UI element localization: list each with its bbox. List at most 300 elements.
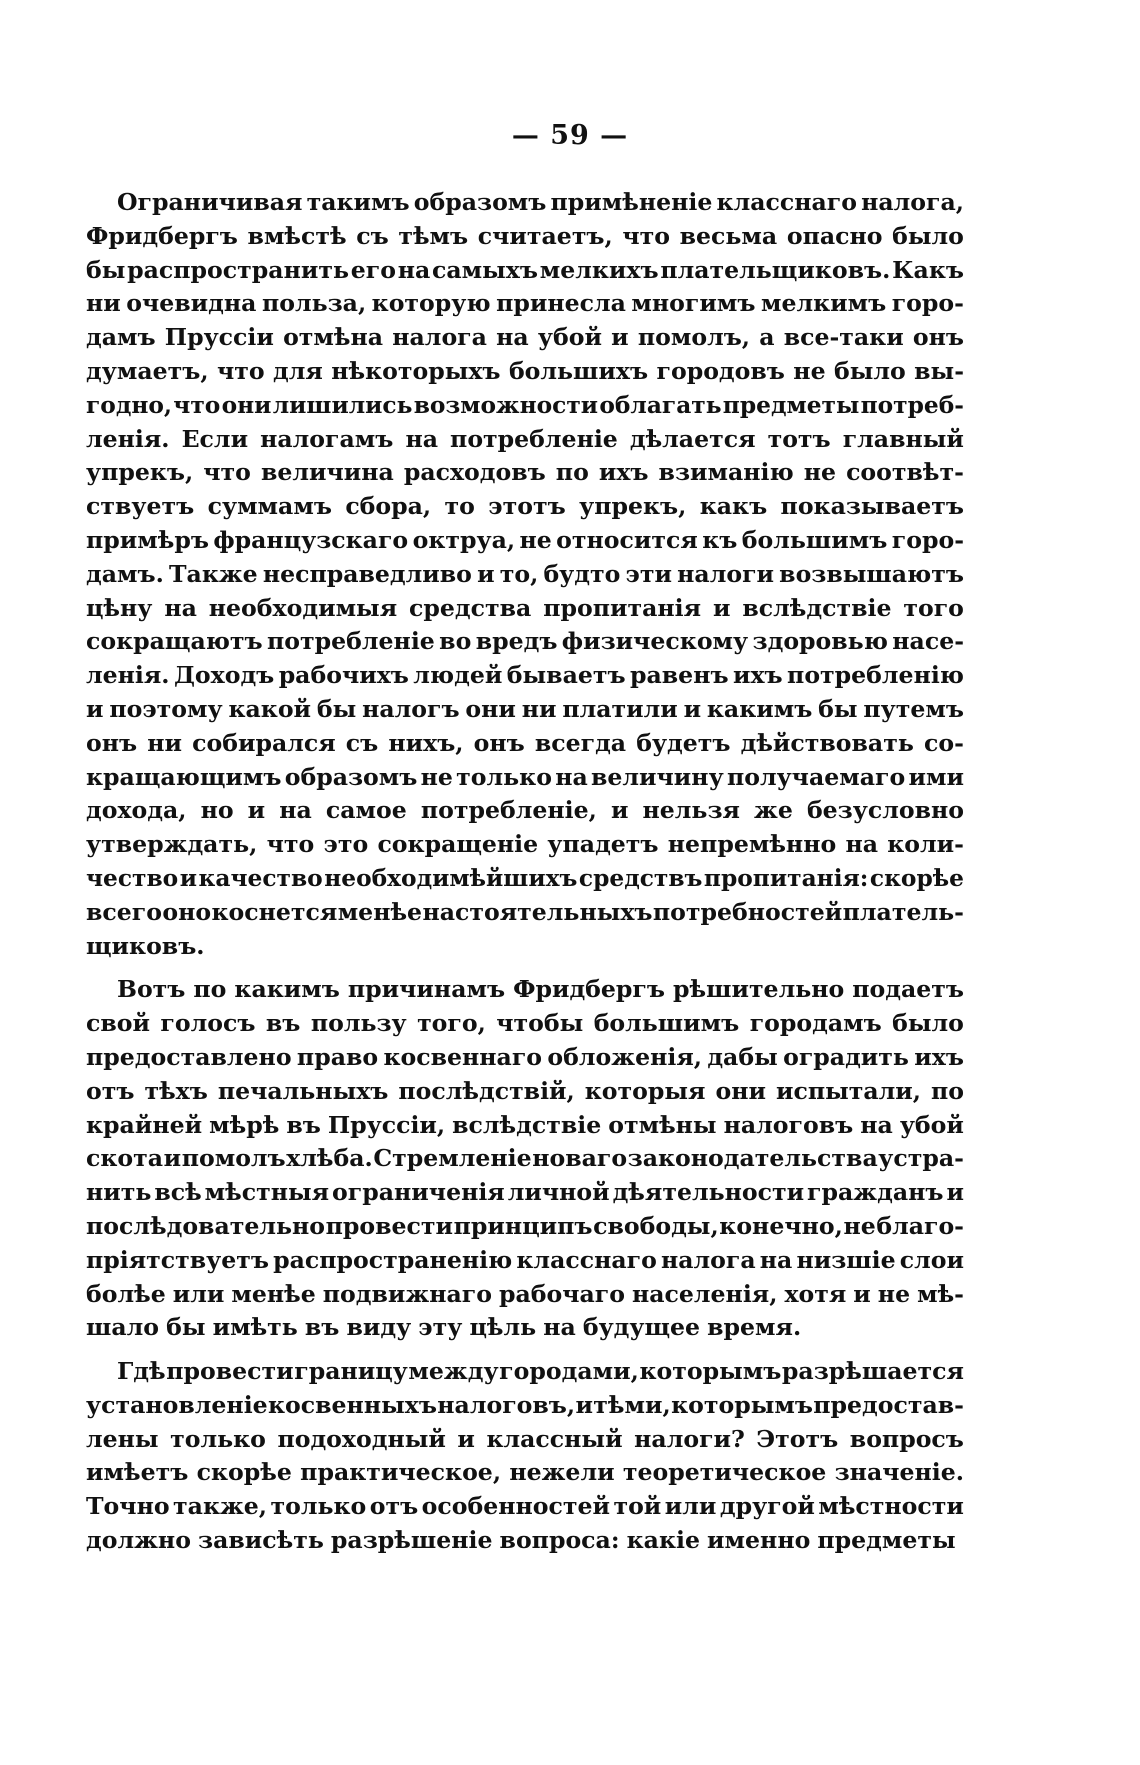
word: и (946, 1178, 964, 1207)
text-line (86, 1041, 964, 1075)
word: непремѣнно (667, 830, 837, 859)
word: границу (294, 1357, 408, 1386)
word: платили (562, 694, 678, 723)
word: весьма (679, 221, 778, 250)
word: ихъ (598, 458, 649, 487)
word: скорѣе (196, 1458, 292, 1487)
word: въ (304, 1313, 340, 1342)
word: средства (409, 593, 532, 622)
text-line (86, 592, 964, 626)
word: и (853, 1279, 871, 1308)
word: вслѣдствіе (452, 1110, 602, 1139)
word: Вотъ (117, 975, 186, 1004)
word: Гдѣ (117, 1357, 166, 1386)
word: налоговъ, (437, 1390, 576, 1419)
word: онъ (912, 323, 964, 352)
word: средствъ (578, 864, 703, 892)
paragraph-gap (86, 1345, 964, 1355)
word: Фридбергъ (86, 221, 238, 250)
text-line (86, 1176, 964, 1210)
word: относится (556, 525, 698, 554)
word: рѣшительно (673, 975, 845, 1004)
word: и (611, 323, 629, 352)
word: также, (173, 1492, 268, 1521)
word: людей (413, 661, 503, 690)
word: большимъ (593, 1009, 740, 1038)
text-line (86, 355, 964, 389)
word: съ (345, 728, 379, 757)
word: Точно (86, 1492, 170, 1521)
text-line (86, 524, 964, 558)
word: главный (842, 424, 964, 453)
word: дамъ (86, 323, 156, 352)
word: но (200, 796, 234, 825)
word: распространить (127, 255, 349, 284)
word: пропитанія: (703, 864, 869, 892)
word: въ (286, 1110, 321, 1139)
text-line (86, 186, 964, 220)
word: вредъ (475, 627, 558, 656)
word: на (397, 255, 431, 284)
body-text (86, 186, 964, 1558)
word: потреб- (860, 391, 964, 419)
word: вопросъ (849, 1424, 964, 1453)
word: качество (198, 864, 323, 892)
word: класснаго (716, 188, 857, 216)
word: сокращеніе (377, 830, 539, 859)
word: и (477, 559, 495, 588)
word: возвышаютъ (779, 559, 964, 588)
word: многимъ (631, 289, 756, 318)
word: классный (486, 1424, 623, 1453)
word: именно (707, 1526, 811, 1555)
text-line (86, 862, 964, 896)
word: право (296, 1042, 379, 1071)
word: Пруссіи, (327, 1110, 446, 1139)
word: сбора, (345, 492, 432, 521)
word: шало (86, 1313, 160, 1342)
word: на (555, 762, 588, 791)
word: рабочаго (498, 1279, 625, 1308)
text-line (86, 490, 964, 524)
word: и (86, 694, 104, 723)
word: помолъ (181, 1144, 286, 1173)
word: то (444, 492, 475, 521)
word: здоровью (752, 627, 888, 656)
word: законодательства (627, 1144, 878, 1173)
word: подвижнаго (322, 1279, 492, 1308)
word: на (845, 830, 879, 859)
word: городовъ (656, 356, 785, 385)
word: послѣдствій, (398, 1076, 575, 1105)
word: ограниченія (332, 1178, 505, 1207)
word: только (456, 762, 552, 791)
word: кращающимъ (86, 762, 282, 791)
word: коснется (211, 897, 338, 926)
word: которыя (584, 1076, 706, 1105)
word: того, (417, 1009, 486, 1038)
word: безусловно (806, 796, 964, 825)
word: Фридбергъ (513, 975, 665, 1004)
word: бываетъ (506, 661, 626, 690)
word: разрѣшается (781, 1357, 964, 1386)
word: что (173, 391, 221, 419)
word: класснаго (516, 1245, 657, 1274)
word: на (543, 1313, 576, 1342)
word: дѣлается (629, 424, 756, 453)
word: ни (147, 728, 182, 757)
text-line (86, 321, 964, 355)
text-line (86, 558, 964, 592)
text-line (86, 423, 964, 457)
word: какимъ (706, 694, 813, 723)
word: нить (86, 1178, 152, 1207)
word: пропитанія (543, 593, 702, 622)
word: отъ (369, 1492, 419, 1521)
word: Также (168, 559, 258, 588)
word: Стремленіе (373, 1144, 532, 1173)
word: на (860, 1110, 893, 1139)
word: вопроса: (499, 1526, 620, 1555)
word: отмѣна (283, 323, 384, 352)
word: показываетъ (780, 492, 964, 521)
word: рабочихъ (278, 661, 409, 690)
text-line (86, 389, 964, 423)
word: гражданъ (807, 1178, 944, 1207)
word: благо- (876, 1211, 964, 1240)
text-line (86, 1311, 964, 1345)
word: ихъ (914, 1042, 964, 1071)
word: свой (86, 1009, 150, 1038)
word: величину (591, 762, 724, 791)
word: имѣть (212, 1313, 298, 1342)
word: между (408, 1357, 499, 1386)
word: теоретическое (622, 1458, 827, 1487)
word: для (273, 356, 323, 385)
word: подаетъ (852, 975, 964, 1004)
word: хлѣба. (286, 1144, 373, 1173)
word: принесла (496, 289, 626, 318)
word: имѣетъ (86, 1458, 189, 1487)
word: нихъ, (388, 728, 464, 757)
word: менѣе (337, 897, 423, 926)
word: цѣль (469, 1313, 537, 1342)
word: они (221, 391, 272, 419)
word: время. (707, 1313, 802, 1342)
word: налогъ (362, 694, 460, 723)
word: упрекъ, (86, 458, 194, 487)
text-line (86, 973, 964, 1007)
word: необходимѣйшихъ (324, 864, 578, 892)
word: виду (346, 1313, 412, 1342)
word: коли- (887, 830, 964, 859)
word: налога (392, 323, 487, 352)
word: считаетъ, (477, 221, 613, 250)
text-line (86, 659, 964, 693)
word: все-таки (783, 323, 904, 352)
word: горо- (891, 525, 964, 554)
word: путемъ (863, 694, 964, 723)
word: убой (537, 323, 602, 352)
word: голосъ (160, 1009, 256, 1038)
text-line (86, 254, 964, 288)
word: они (465, 694, 516, 723)
word: провести (325, 1211, 454, 1240)
word: значеніе. (834, 1458, 964, 1487)
word: потребленіе (450, 424, 618, 453)
word: помолъ, (637, 323, 751, 352)
page-number: — 59 — (511, 120, 629, 151)
word: не (420, 762, 453, 791)
word: мѣрѣ (209, 1110, 280, 1139)
word: болѣе (86, 1279, 166, 1308)
word: самое (325, 796, 407, 825)
text-line (86, 1109, 964, 1143)
text-line (86, 220, 964, 254)
word: всѣ (154, 1178, 202, 1207)
word: чтобы (496, 1009, 584, 1038)
word: соотвѣт- (846, 458, 964, 487)
word: предметы (817, 1526, 956, 1555)
word: налоговъ (723, 1110, 854, 1139)
word: того (903, 593, 964, 622)
text-line (86, 1423, 964, 1457)
word: вмѣстѣ (247, 221, 347, 250)
word: вы- (914, 356, 964, 385)
word: что (266, 830, 315, 859)
word: величина (260, 458, 394, 487)
word: нельзя (642, 796, 740, 825)
word: ленія. (86, 424, 170, 453)
word: скорѣе (869, 864, 964, 892)
word: хотя (784, 1279, 847, 1308)
word: французскаго (213, 525, 409, 554)
word: какъ (699, 492, 768, 521)
word: налоги? (634, 1424, 745, 1453)
word: что (203, 458, 251, 487)
word: упрекъ, (579, 492, 687, 521)
word: же (754, 796, 793, 825)
word: платель- (842, 897, 964, 926)
word: ленія. (86, 661, 170, 690)
word: большихъ (508, 356, 649, 385)
text-line (86, 456, 964, 490)
word: такимъ (306, 188, 410, 216)
word: собирался (192, 728, 336, 757)
text-line (86, 761, 964, 795)
word: большимъ (741, 525, 888, 554)
word: тѣмъ (398, 221, 469, 250)
text-line (86, 1278, 964, 1312)
word: годно, (86, 391, 173, 419)
word: городами, (499, 1357, 639, 1386)
word: къ (702, 525, 738, 554)
word: сокращаютъ (86, 627, 263, 656)
word: суммамъ (207, 492, 332, 521)
word: бы (316, 694, 357, 723)
word: отмѣны (608, 1110, 717, 1139)
word: причинамъ (347, 975, 506, 1004)
word: зависѣть (198, 1526, 324, 1555)
word: ихъ (732, 661, 783, 690)
text-line (86, 693, 964, 727)
word: примѣненіе (550, 188, 713, 216)
word: польза, (261, 289, 367, 318)
word: его (350, 255, 396, 284)
word: новаго (532, 1144, 628, 1173)
word: было (833, 356, 906, 385)
word: тотъ (767, 424, 831, 453)
word: по (930, 1076, 964, 1105)
word: утверждать, (86, 830, 258, 859)
word: на (496, 323, 529, 352)
word: получаемаго (726, 762, 906, 791)
word: будущее (582, 1313, 701, 1342)
word: они (715, 1076, 766, 1105)
word: косвеннаго (383, 1042, 543, 1071)
word: потребленіе (267, 627, 435, 656)
word: устра- (878, 1144, 964, 1173)
text-line (86, 287, 964, 321)
word: не (803, 458, 837, 487)
word: вслѣдствіе (742, 593, 892, 622)
word: горо- (891, 289, 964, 318)
word: ни (86, 289, 121, 318)
word: думаетъ, (86, 356, 209, 385)
paragraph-2 (86, 973, 964, 1345)
word: бы (818, 694, 858, 723)
word: пользу (310, 1009, 407, 1038)
word: щиковъ. (86, 931, 205, 960)
paragraph-3 (86, 1355, 964, 1558)
word: менѣе (231, 1279, 316, 1308)
word: не (793, 356, 826, 385)
word: предоставлено (86, 1042, 292, 1071)
word: мѣстности (818, 1492, 964, 1521)
text-line (86, 1142, 964, 1176)
word: принципъ (453, 1211, 593, 1240)
word: бы (86, 255, 126, 284)
word: дамъ. (86, 559, 164, 588)
word: что (622, 221, 671, 250)
word: ни (521, 694, 557, 723)
word: другой (719, 1492, 815, 1521)
word: всего (86, 897, 162, 926)
word: Ограничивая (117, 188, 303, 216)
word: взиманію (658, 458, 794, 487)
text-line (86, 1524, 964, 1558)
word: обложенія, (547, 1042, 702, 1071)
word: на (164, 593, 197, 622)
word: испытали, (775, 1076, 921, 1105)
word: только (270, 1492, 367, 1521)
word: провести (166, 1357, 294, 1386)
word: печальныхъ (217, 1076, 389, 1105)
word: поэтому (109, 694, 223, 723)
word: образомъ (413, 188, 547, 216)
word: населенія, (631, 1279, 778, 1308)
word: оградить (783, 1042, 909, 1071)
word: и (247, 796, 266, 825)
word: или (172, 1279, 225, 1308)
word: мелкимъ (760, 289, 887, 318)
word: очевидна (126, 289, 257, 318)
paragraph-gap (86, 963, 964, 973)
text-line (86, 930, 964, 964)
word: чество (86, 864, 179, 892)
word: ствуетъ (86, 492, 195, 521)
word: подоходный (277, 1424, 446, 1453)
word: опасно (786, 221, 883, 250)
word: тѣхъ (144, 1076, 208, 1105)
word: предостав- (813, 1390, 964, 1419)
word: не (519, 525, 552, 554)
word: оно (162, 897, 212, 926)
word: которымъ (639, 1357, 782, 1386)
word: Доходъ (173, 661, 275, 690)
word: этотъ (488, 492, 566, 521)
word: октруа, (412, 525, 516, 554)
word: Какъ (892, 255, 964, 284)
word: самыхъ (432, 255, 538, 284)
word: и (683, 694, 702, 723)
word: дабы (707, 1042, 778, 1071)
word: лишились (272, 391, 413, 419)
word: настоятельныхъ (422, 897, 653, 926)
word: плательщиковъ. (660, 255, 891, 284)
word: Если (181, 424, 249, 453)
word: Этотъ (756, 1424, 839, 1453)
text-line (86, 1075, 964, 1109)
word: было (892, 221, 964, 250)
word: практическое, (300, 1458, 502, 1487)
word: образомъ (284, 762, 418, 791)
word: потребленіе, (420, 796, 597, 825)
word: расходовъ (403, 458, 546, 487)
word: ими (908, 762, 964, 791)
text-line (86, 828, 964, 862)
word: послѣдовательно (86, 1211, 326, 1240)
text-line (86, 1490, 964, 1524)
word: дѣятельности (612, 1178, 805, 1207)
text-line (86, 1244, 964, 1278)
text-line (86, 1389, 964, 1423)
word: отъ (86, 1076, 135, 1105)
word: и (457, 1424, 475, 1453)
paragraph-1 (86, 186, 964, 963)
word: по (193, 975, 227, 1004)
word: будетъ (636, 728, 731, 757)
word: не (843, 1211, 876, 1240)
word: и (712, 593, 731, 622)
word: низшіе (796, 1245, 896, 1274)
word: той (613, 1492, 662, 1521)
word: эти (625, 559, 672, 588)
word: установленіе (86, 1390, 268, 1419)
word: и (610, 796, 629, 825)
word: должно (86, 1526, 191, 1555)
text-line (86, 794, 964, 828)
word: а (759, 323, 775, 352)
word: и (163, 1144, 182, 1173)
text-line (86, 625, 964, 659)
word: свободы, (593, 1211, 719, 1240)
word: пріятствуетъ (86, 1245, 269, 1274)
word: облагать (599, 391, 722, 419)
word: только (170, 1424, 266, 1453)
word: налога (660, 1245, 756, 1274)
word: по (555, 458, 589, 487)
